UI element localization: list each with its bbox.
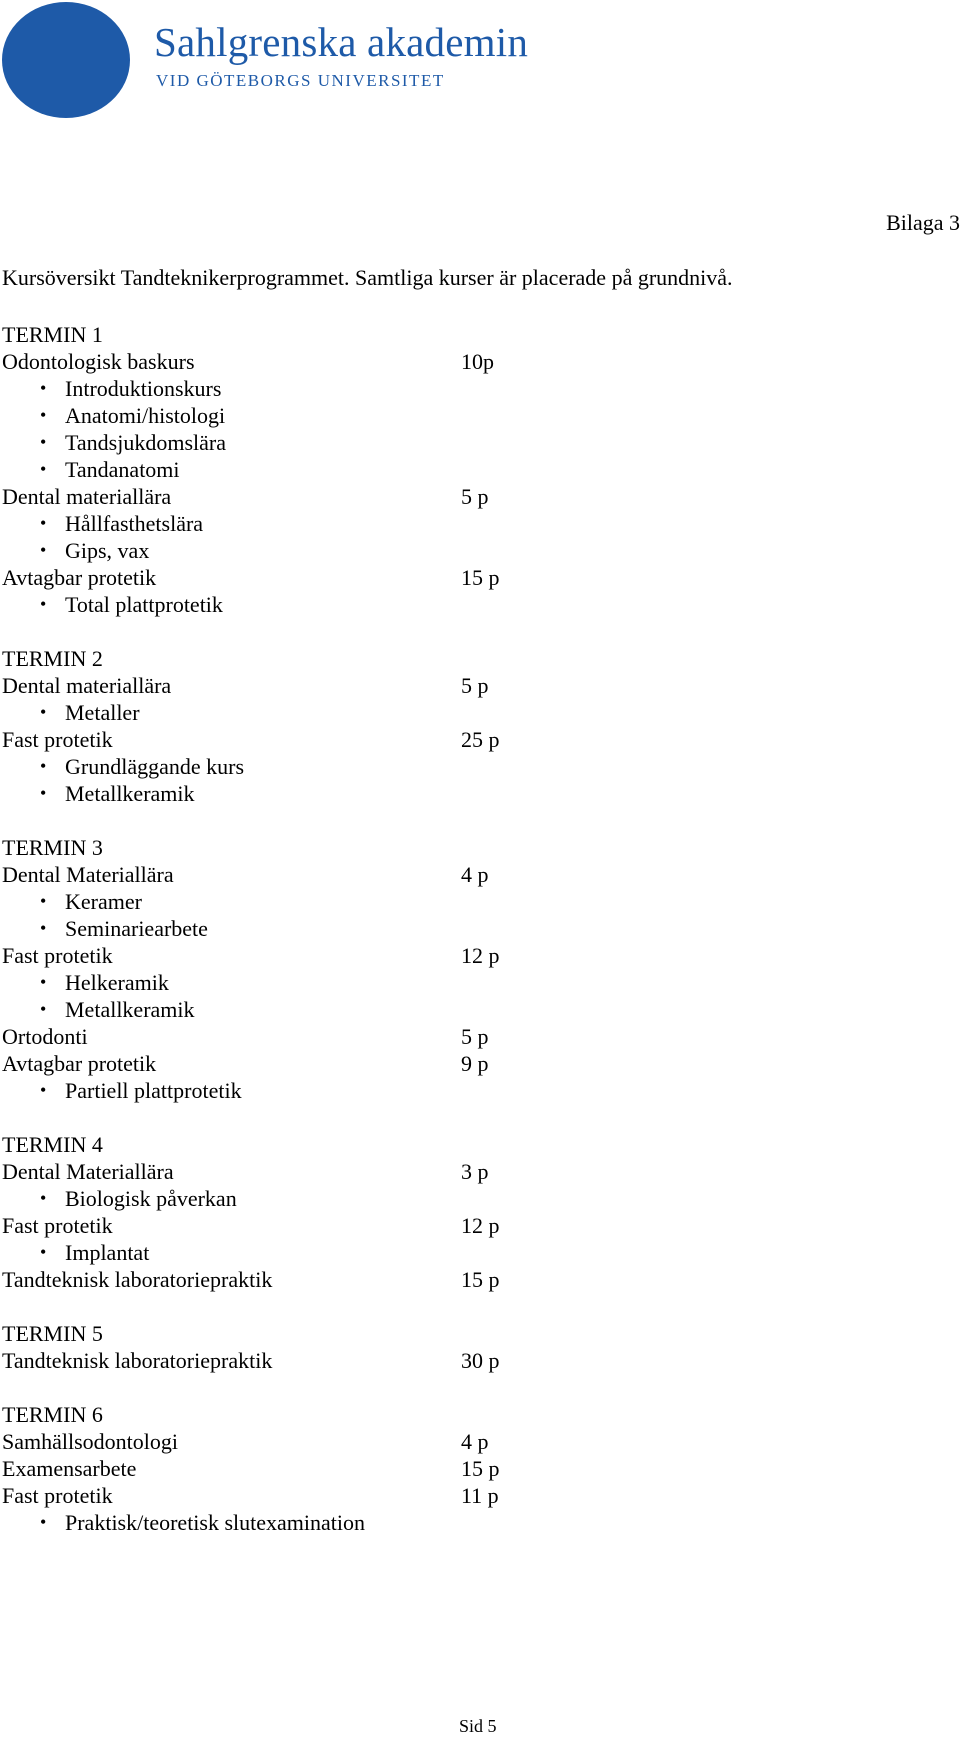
term-label: TERMIN 2 xyxy=(2,646,103,671)
course-row xyxy=(2,942,522,969)
course-row xyxy=(2,1347,522,1374)
sub-topic-label: Anatomi/histologi xyxy=(65,403,226,428)
bullet-icon: • xyxy=(40,972,47,992)
course-row xyxy=(2,1455,522,1482)
course-credits: 15 p xyxy=(461,1267,500,1292)
sub-topic-item xyxy=(2,1077,522,1104)
logo-subtitle: VID GÖTEBORGS UNIVERSITET xyxy=(156,71,445,90)
course-list xyxy=(2,321,522,1536)
course-name: Fast protetik xyxy=(2,943,113,968)
sub-topic-item xyxy=(2,1509,522,1536)
sub-topic-item xyxy=(2,699,522,726)
spacer xyxy=(2,618,522,645)
course-name: Fast protetik xyxy=(2,1213,113,1238)
course-name: Tandteknisk laboratoriepraktik xyxy=(2,1267,273,1292)
course-credits: 10p xyxy=(461,349,494,374)
spacer xyxy=(2,1104,522,1131)
bullet-icon: • xyxy=(40,594,47,614)
attachment-label: Bilaga 3 xyxy=(886,210,960,235)
bullet-icon: • xyxy=(40,432,47,452)
sub-topic-label: Total plattprotetik xyxy=(65,592,223,617)
sub-topic-label: Tandsjukdomslära xyxy=(65,430,226,455)
sub-topic-label: Helkeramik xyxy=(65,970,169,995)
course-name: Fast protetik xyxy=(2,727,113,752)
course-credits: 5 p xyxy=(461,484,489,509)
term-label: TERMIN 1 xyxy=(2,322,103,347)
sub-topic-item xyxy=(2,915,522,942)
sub-topic-label: Introduktionskurs xyxy=(65,376,222,401)
term-heading xyxy=(2,645,522,672)
course-credits: 5 p xyxy=(461,673,489,698)
course-name: Dental materiallära xyxy=(2,673,172,698)
term-label: TERMIN 3 xyxy=(2,835,103,860)
course-row xyxy=(2,672,522,699)
spacer xyxy=(2,807,522,834)
sub-topic-item xyxy=(2,537,522,564)
bullet-icon: • xyxy=(40,783,47,803)
logo-title: Sahlgrenska akademin xyxy=(154,19,529,65)
sub-topic-item xyxy=(2,888,522,915)
bullet-icon: • xyxy=(40,1242,47,1262)
bullet-icon: • xyxy=(40,918,47,938)
term-heading xyxy=(2,1131,522,1158)
course-credits: 25 p xyxy=(461,727,500,752)
sub-topic-item xyxy=(2,402,522,429)
term-heading xyxy=(2,321,522,348)
bullet-icon: • xyxy=(40,459,47,479)
course-credits: 15 p xyxy=(461,1456,500,1481)
course-credits: 4 p xyxy=(461,862,489,887)
sub-topic-label: Tandanatomi xyxy=(65,457,180,482)
bullet-icon: • xyxy=(40,702,47,722)
course-row xyxy=(2,483,522,510)
course-row xyxy=(2,1482,522,1509)
course-row xyxy=(2,1023,522,1050)
course-name: Odontologisk baskurs xyxy=(2,349,195,374)
course-credits: 12 p xyxy=(461,943,500,968)
bullet-icon: • xyxy=(40,513,47,533)
sub-topic-item xyxy=(2,969,522,996)
course-row xyxy=(2,1428,522,1455)
course-name: Ortodonti xyxy=(2,1024,88,1049)
course-row xyxy=(2,1212,522,1239)
sub-topic-item xyxy=(2,753,522,780)
sub-topic-label: Implantat xyxy=(65,1240,150,1265)
sub-topic-item xyxy=(2,1185,522,1212)
sub-topic-label: Gips, vax xyxy=(65,538,150,563)
course-name: Avtagbar protetik xyxy=(2,565,157,590)
sub-topic-label: Hållfasthetslära xyxy=(65,511,204,536)
course-name: Samhällsodontologi xyxy=(2,1429,178,1454)
term-label: TERMIN 4 xyxy=(2,1132,103,1157)
course-credits: 12 p xyxy=(461,1213,500,1238)
course-row xyxy=(2,726,522,753)
sub-topic-label: Biologisk påverkan xyxy=(65,1186,237,1211)
bullet-icon: • xyxy=(40,1188,47,1208)
sub-topic-label: Metallkeramik xyxy=(65,997,195,1022)
bullet-icon: • xyxy=(40,405,47,425)
course-credits: 3 p xyxy=(461,1159,489,1184)
course-credits: 11 p xyxy=(461,1483,499,1508)
sub-topic-label: Metallkeramik xyxy=(65,781,195,806)
course-name: Dental Materiallära xyxy=(2,862,174,887)
sub-topic-item xyxy=(2,456,522,483)
sub-topic-item xyxy=(2,780,522,807)
course-row xyxy=(2,1158,522,1185)
course-name: Dental materiallära xyxy=(2,484,172,509)
sub-topic-item xyxy=(2,375,522,402)
sub-topic-item xyxy=(2,429,522,456)
course-row xyxy=(2,348,522,375)
course-name: Examensarbete xyxy=(2,1456,137,1481)
course-credits: 30 p xyxy=(461,1348,500,1373)
course-name: Dental Materiallära xyxy=(2,1159,174,1184)
course-name: Avtagbar protetik xyxy=(2,1051,157,1076)
sub-topic-item xyxy=(2,1239,522,1266)
course-row xyxy=(2,1266,522,1293)
sub-topic-item xyxy=(2,510,522,537)
bullet-icon: • xyxy=(40,1512,47,1532)
course-credits: 4 p xyxy=(461,1429,489,1454)
bullet-icon: • xyxy=(40,891,47,911)
course-credits: 15 p xyxy=(461,565,500,590)
course-name: Fast protetik xyxy=(2,1483,113,1508)
course-row xyxy=(2,1050,522,1077)
bullet-icon: • xyxy=(40,378,47,398)
sub-topic-label: Metaller xyxy=(65,700,140,725)
course-row xyxy=(2,564,522,591)
sub-topic-label: Seminariearbete xyxy=(65,916,208,941)
bullet-icon: • xyxy=(40,999,47,1019)
sub-topic-item xyxy=(2,996,522,1023)
bullet-icon: • xyxy=(40,756,47,776)
sub-topic-label: Partiell plattprotetik xyxy=(65,1078,242,1103)
intro-text: Kursöversikt Tandteknikerprogrammet. Samtliga kurser är placerade på grundnivå. xyxy=(2,265,733,290)
term-heading xyxy=(2,1320,522,1347)
bullet-icon: • xyxy=(40,540,47,560)
logo-mark xyxy=(2,2,130,118)
term-heading xyxy=(2,834,522,861)
sub-topic-label: Grundläggande kurs xyxy=(65,754,245,779)
sub-topic-item xyxy=(2,591,522,618)
sub-topic-label: Keramer xyxy=(65,889,142,914)
term-heading xyxy=(2,1401,522,1428)
term-label: TERMIN 5 xyxy=(2,1321,103,1346)
course-row xyxy=(2,861,522,888)
course-name: Tandteknisk laboratoriepraktik xyxy=(2,1348,273,1373)
spacer xyxy=(2,1374,522,1401)
course-credits: 5 p xyxy=(461,1024,489,1049)
course-credits: 9 p xyxy=(461,1051,489,1076)
term-label: TERMIN 6 xyxy=(2,1402,103,1427)
page-number: Sid 5 xyxy=(459,1716,497,1736)
bullet-icon: • xyxy=(40,1080,47,1100)
spacer xyxy=(2,1293,522,1320)
sub-topic-label: Praktisk/teoretisk slutexamination xyxy=(65,1510,366,1535)
